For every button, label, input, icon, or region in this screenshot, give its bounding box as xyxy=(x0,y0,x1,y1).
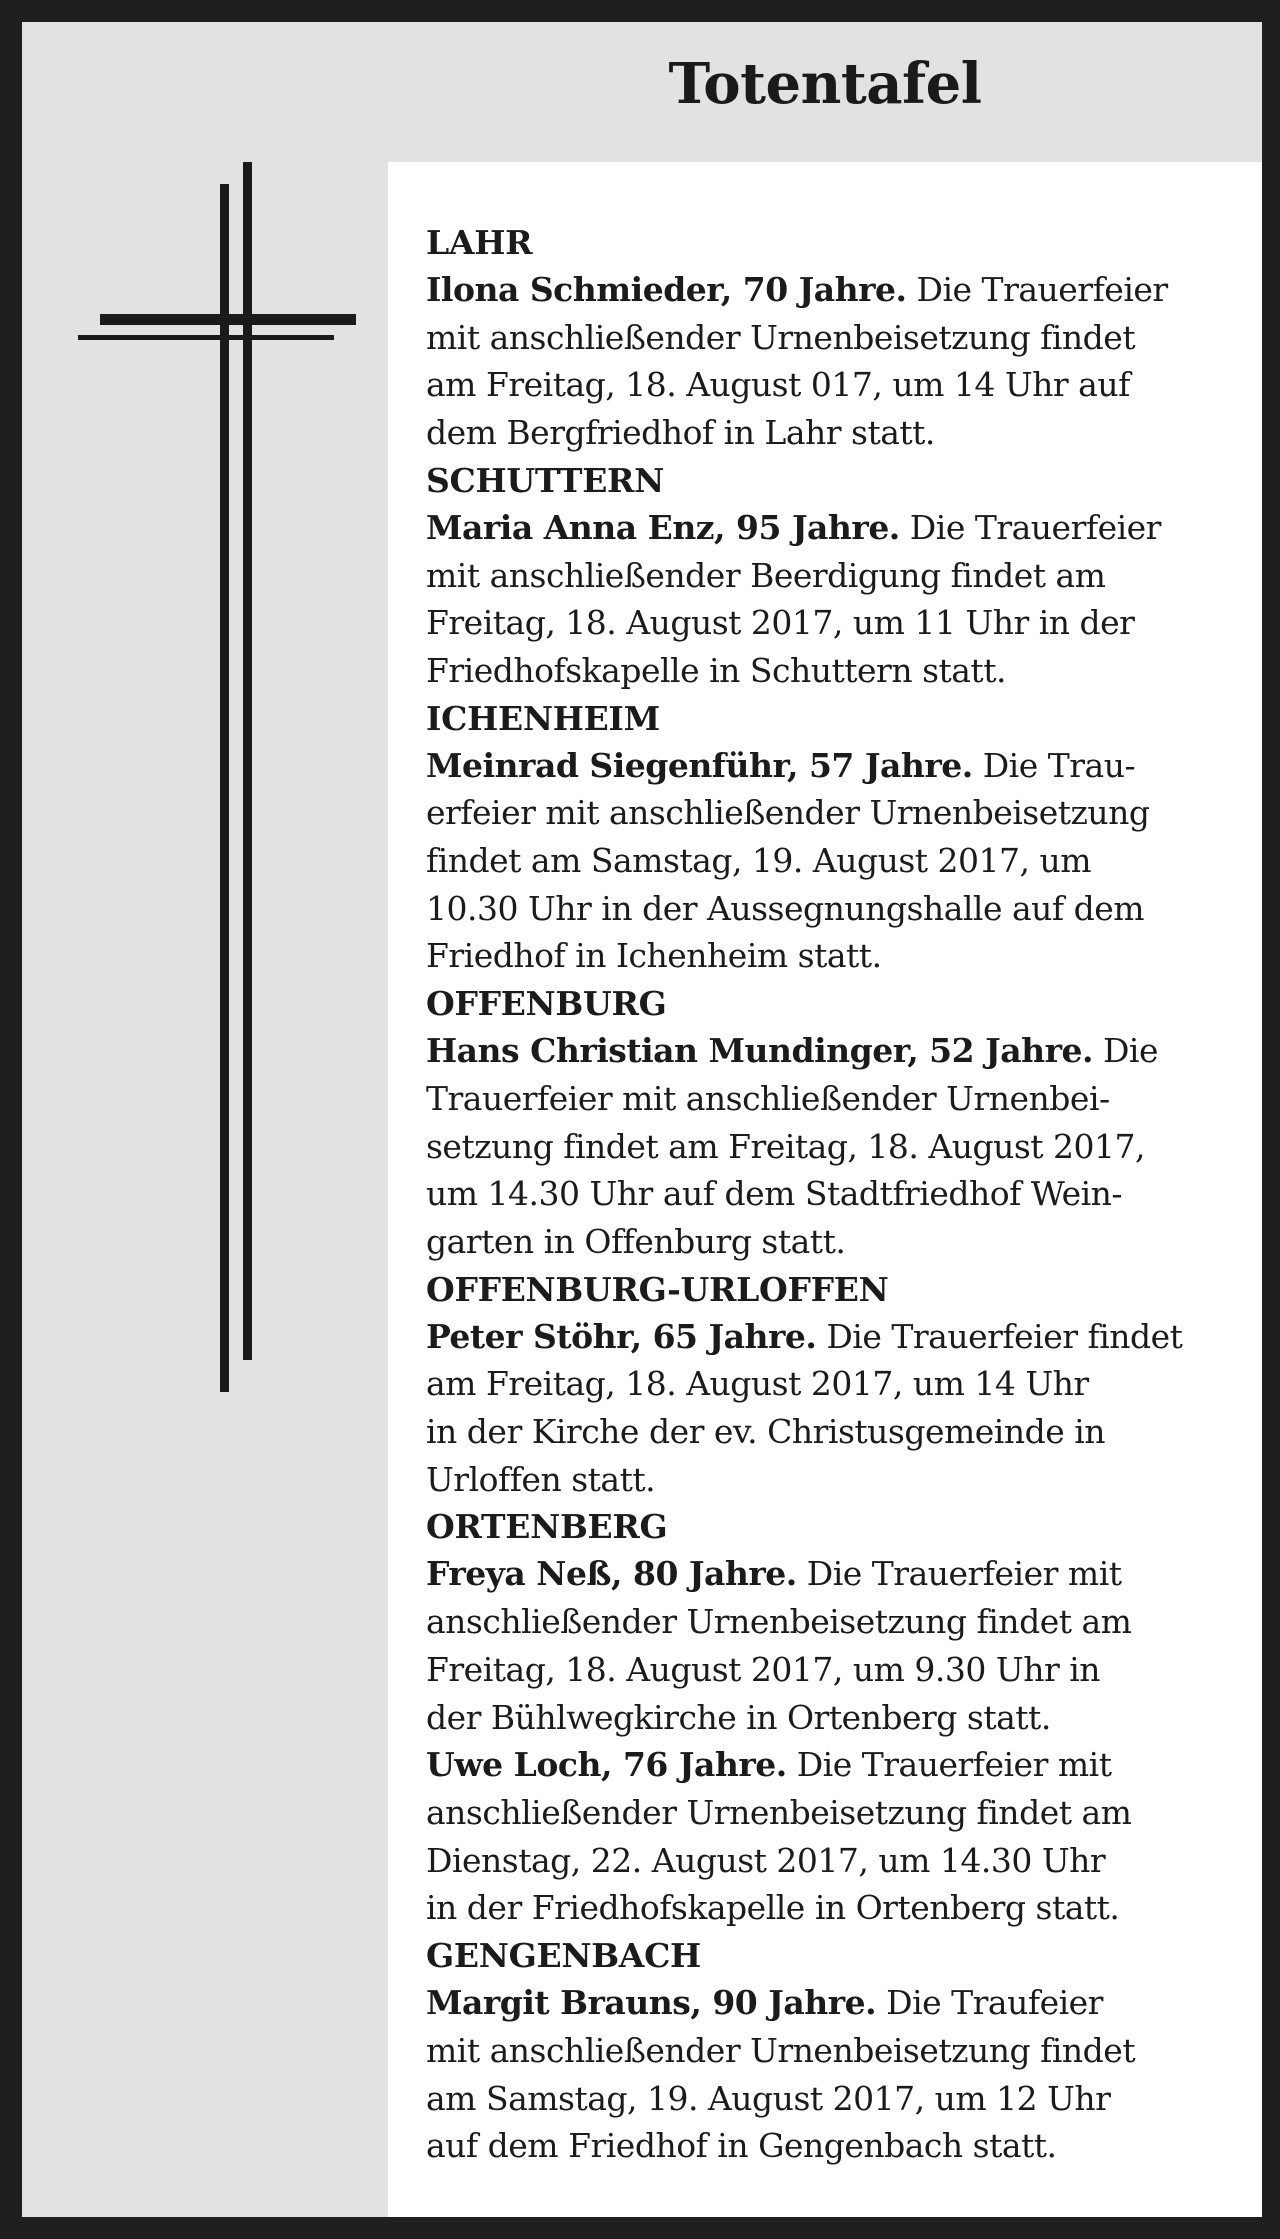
cross-icon xyxy=(52,162,372,1412)
obituary-panel xyxy=(22,22,1262,2217)
place-heading: SCHUTTERN xyxy=(426,460,665,500)
place-heading: ICHENHEIM xyxy=(426,698,660,738)
deceased-name: Maria Anna Enz, 95 Jahre. xyxy=(426,507,900,547)
funeral-details: Die Traufeier mit anschließender Urnenbeisetzung findet am Samstag, 19. August 2017, um 12 Uhr auf dem Friedhof in Gengenbach statt. xyxy=(426,1983,1136,2166)
deceased-name: Margit Brauns, 90 Jahre. xyxy=(426,1983,877,2023)
place-heading: OFFENBURG xyxy=(426,984,667,1024)
deceased-name: Ilona Schmieder, 70 Jahre. xyxy=(426,270,907,309)
obituary-entry xyxy=(426,1027,1242,1266)
obituary-entry xyxy=(426,1313,1242,1504)
funeral-details: Die Trauerfeier mit anschließender Urnenbeisetzung findet am Freitag, 18. August 2017, um 9.30 Uhr in der Bühlwegkirche in Ortenberg statt. xyxy=(426,1554,1132,1737)
header-band xyxy=(22,22,1262,162)
place-heading: OFFENBURG-URLOFFEN xyxy=(426,1269,889,1309)
funeral-details: Die Trauerfeier findet am Freitag, 18. August 2017, um 14 Uhr in der Kirche der ev. Christusgemeinde in Urloffen statt. xyxy=(426,1316,1183,1499)
deceased-name: Uwe Loch, 76 Jahre. xyxy=(426,1745,787,1785)
obituary-entry xyxy=(426,504,1242,695)
obituary-entry xyxy=(426,266,1242,457)
funeral-details: Die Trauerfeier mit anschließender Urnenbeisetzung findet am Dienstag, 22. August 2017, um 14.30 Uhr in der Friedhofskapelle in Ortenberg statt. xyxy=(426,1745,1132,1928)
obituary-entry xyxy=(426,1741,1242,1932)
deceased-name: Freya Neß, 80 Jahre. xyxy=(426,1554,797,1594)
deceased-name: Hans Christian Mundinger, 52 Jahre. xyxy=(426,1031,1093,1071)
funeral-details: Die Trauerfeier mit anschließender Urnenbei- setzung findet am Freitag, 18. August 2017, um 14.30 Uhr auf dem Stadtfriedhof Wein- garten in Offenburg statt. xyxy=(426,1031,1158,1261)
funeral-details: Die Trauerfeier mit anschließender Urnenbeisetzung findet am Freitag, 18. August 017, um 14 Uhr auf dem Bergfriedhof in Lahr statt. xyxy=(426,270,1168,453)
page-title: Totentafel xyxy=(668,51,982,117)
obituary-list xyxy=(388,162,1262,2217)
place-heading: LAHR xyxy=(426,223,533,262)
funeral-details: Die Trau- erfeier mit anschließender Urnenbeisetzung findet am Samstag, 19. August 2017, um 10.30 Uhr in der Aussegnungshalle auf dem Friedhof in Ichenheim statt. xyxy=(426,745,1150,976)
obituary-entry xyxy=(426,1550,1242,1741)
funeral-details: Die Trauerfeier mit anschließender Beerdigung findet am Freitag, 18. August 2017, um 11 Uhr in der Friedhofskapelle in Schuttern statt. xyxy=(426,507,1161,690)
obituary-entry xyxy=(426,742,1242,981)
place-heading: ORTENBERG xyxy=(426,1507,668,1547)
place-heading: GENGENBACH xyxy=(426,1936,701,1976)
deceased-name: Peter Stöhr, 65 Jahre. xyxy=(426,1316,817,1356)
obituary-entry xyxy=(426,1979,1242,2170)
deceased-name: Meinrad Siegenführ, 57 Jahre. xyxy=(426,745,973,785)
